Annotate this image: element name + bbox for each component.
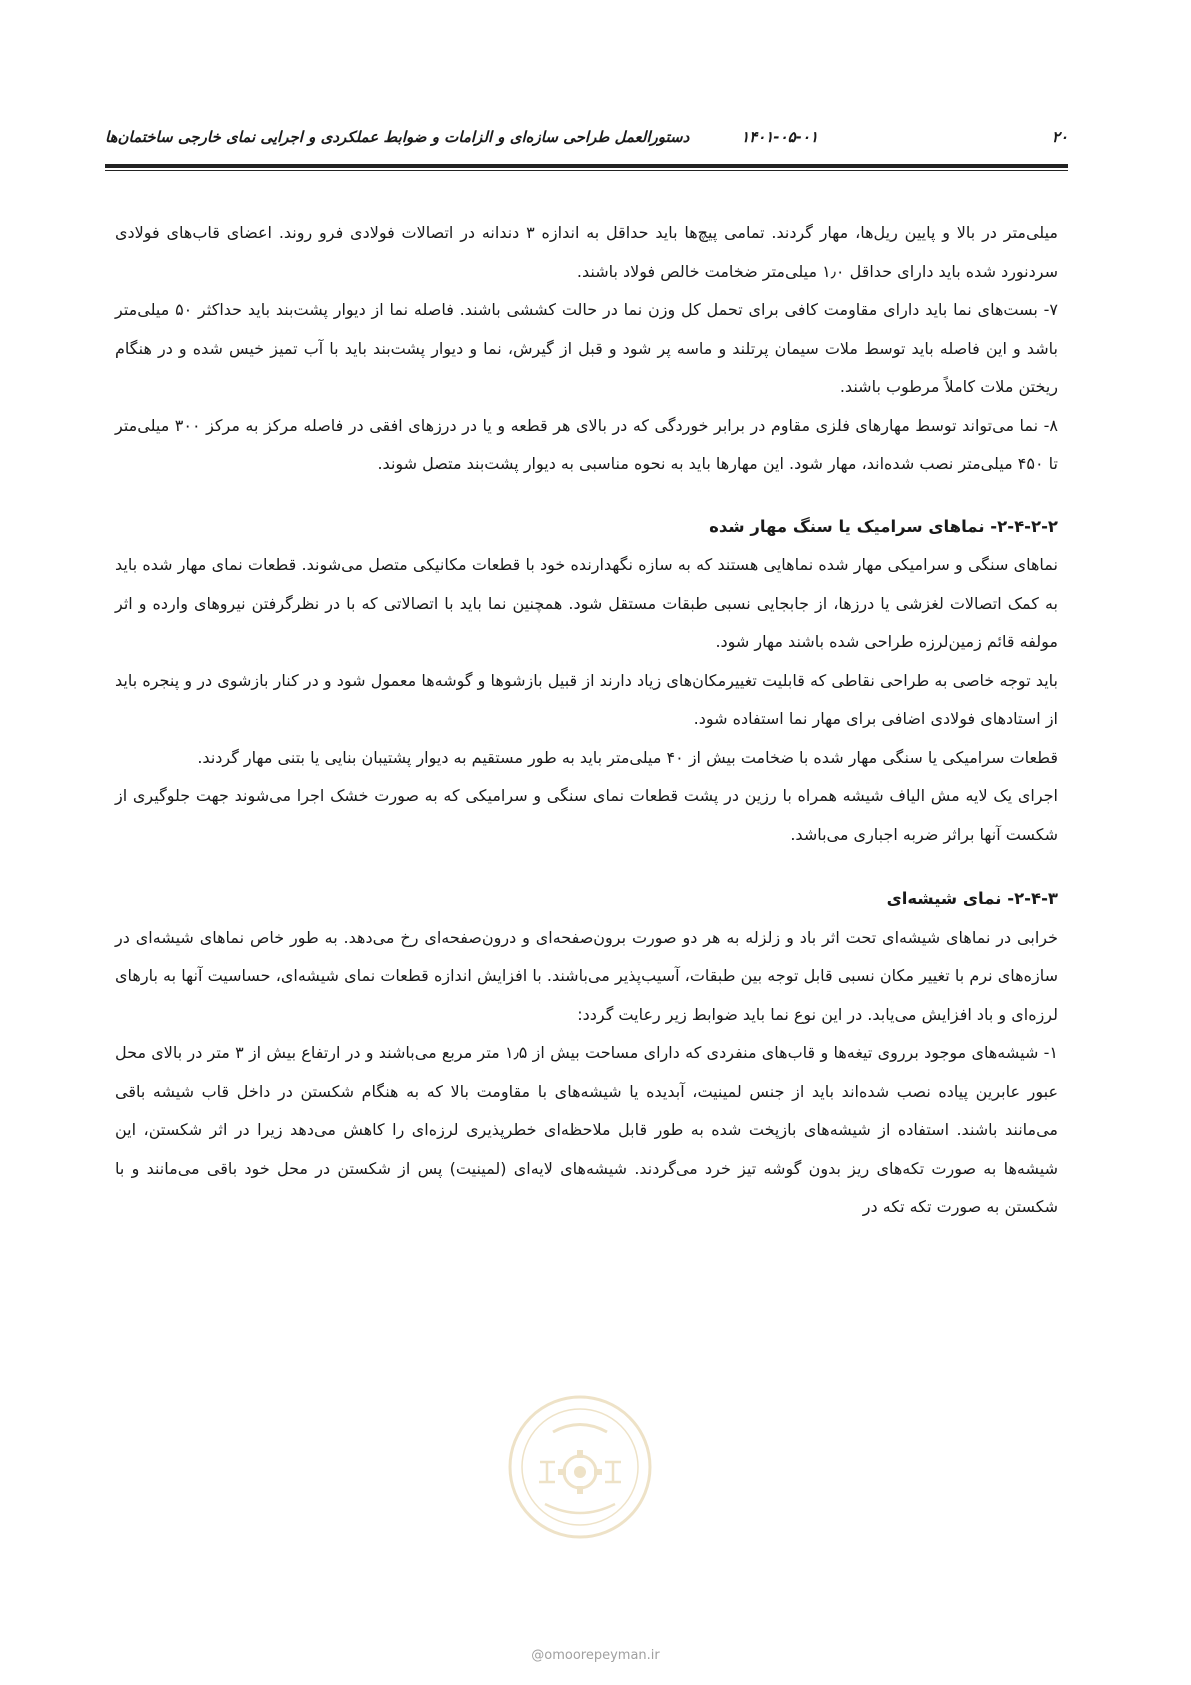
paragraph: خرابی در نماهای شیشه‌ای تحت اثر باد و زلزله به هر دو صورت برون‌صفحه‌ای و درون‌صفحه‌ای رخ می‌دهد. به طور خاص نماهای شیشه‌ای در سازه‌های نرم با تغییر مکان نسبی قابل توجه بین طبقات، آسیب‌پذیر می‌باشند. با افزایش اندازه قطعات نمای شیشه‌ای، حساسیت آنها به بارهای لرزه‌ای و باد افزایش می‌یابد. در این نوع نما باید ضوابط زیر رعایت گردد:	[115, 927, 1058, 1024]
paragraph: قطعات سرامیکی یا سنگی مهار شده با ضخامت بیش از ۴۰ میلی‌متر باید به طور مستقیم به دیوار پشتیبان بنایی یا بتنی مهار گردند.	[197, 747, 1058, 767]
paragraph: باید توجه خاصی به طراحی نقاطی که قابلیت تغییرمکان‌های زیاد دارند از قبیل بازشوها و گوشه‌ها معمول شود و در کنار بازشوی در و پنجره باید از استادهای فولادی اضافی برای مهار نما استفاده شود.	[115, 670, 1058, 728]
paragraph: نماهای سنگی و سرامیکی مهار شده نماهایی هستند که به سازه نگهدارنده خود با قطعات مکانیکی متصل می‌شوند. قطعات نمای مهار شده باید به کمک اتصالات لغزشی یا درزها، از جابجایی نسبی طبقات مستقل شود. همچنین نما باید با اتصالاتی که با در نظرگرفتن نیروهای وارده و اثر مولفه قائم زمین‌لرزه طراحی شده باشند مهار شود.	[115, 555, 1058, 651]
section-heading: ۲-۴-۳- نمای شیشه‌ای	[886, 889, 1058, 908]
page-header	[105, 128, 1068, 156]
page-number: ۲۰	[1051, 128, 1068, 146]
paragraph: اجرای یک لایه مش الیاف شیشه همراه با رزین در پشت قطعات نمای سنگی و سرامیکی که به صورت خشک اجرا می‌شوند جهت جلوگیری از شکست آنها براثر ضربه اجباری می‌باشد.	[115, 786, 1058, 844]
header-rule-thin	[105, 170, 1068, 171]
section-heading: ۲-۴-۲-۲- نماهای سرامیک یا سنگ مهار شده	[709, 516, 1058, 536]
footer-website: @omoorepeyman.ir	[531, 1648, 660, 1663]
paragraph: ۱- شیشه‌های موجود برروی تیغه‌ها و قاب‌های منفردی که دارای مساحت بیش از ۱٫۵ متر مربع می‌باشند و در ارتفاع بیش از ۳ متر در بالای محل عبور عابرین پیاده نصب شده‌اند باید از جنس لمینیت، آبدیده یا شیشه‌های با مقاومت بالا که به هنگام شکستن در داخل قاب شیشه باقی می‌مانند باشند. استفاده از شیشه‌های بازپخت شده به طور قابل ملاحظه‌ای خطرپذیری لرزه‌ای را کاهش می‌دهد زیرا در اثر شکستن، این شیشه‌ها به صورت تکه‌های ریز بدون گوشه تیز خرد می‌گردند. شیشه‌های لایه‌ای (لمینیت) پس از شکستن در محل خود باقی می‌مانند و با شکستن به صورت تکه تکه در	[115, 1043, 1059, 1216]
paragraph: میلی‌متر در بالا و پایین ریل‌ها، مهار گردند. تمامی پیچ‌ها باید حداقل به اندازه ۳ دندانه در اتصالات فولادی فرو روند. اعضای قاب‌های فولادی سردنورد شده باید دارای حداقل ۱٫۰ میلی‌متر ضخامت خالص فولاد باشند.	[115, 223, 1058, 281]
paragraph: ۸- نما می‌تواند توسط مهارهای فلزی مقاوم در برابر خوردگی که در بالای هر قطعه و یا در درزهای افقی در فاصله مرکز به مرکز ۳۰۰ میلی‌متر تا ۴۵۰ میلی‌متر نصب شده‌اند، مهار شود. این مهارها باید به نحوه مناسبی به دیوار پشت‌بند متصل شوند.	[115, 415, 1059, 473]
document-title: دستورالعمل طراحی سازه‌ای و الزامات و ضوابط عملکردی و اجرایی نمای خارجی ساختمان‌ها	[105, 128, 690, 146]
paragraph: ۷- بست‌های نما باید دارای مقاومت کافی برای تحمل کل وزن نما در حالت کششی باشند. فاصله نما از دیوار پشت‌بند باید حداکثر ۵۰ میلی‌متر باشد و این فاصله باید توسط ملات سیمان پرتلند و ماسه پر شود و قبل از گیرش، نما و دیوار پشت‌بند باید با آب تمیز خیس شده و در هنگام ریختن ملات کاملاً مرطوب باشند.	[115, 300, 1058, 396]
seal-watermark-icon	[505, 1392, 655, 1542]
header-rule-thick	[105, 164, 1068, 168]
page-body	[115, 214, 1058, 1227]
document-date: ۱۴۰۱-۰۵-۰۱	[741, 128, 818, 146]
